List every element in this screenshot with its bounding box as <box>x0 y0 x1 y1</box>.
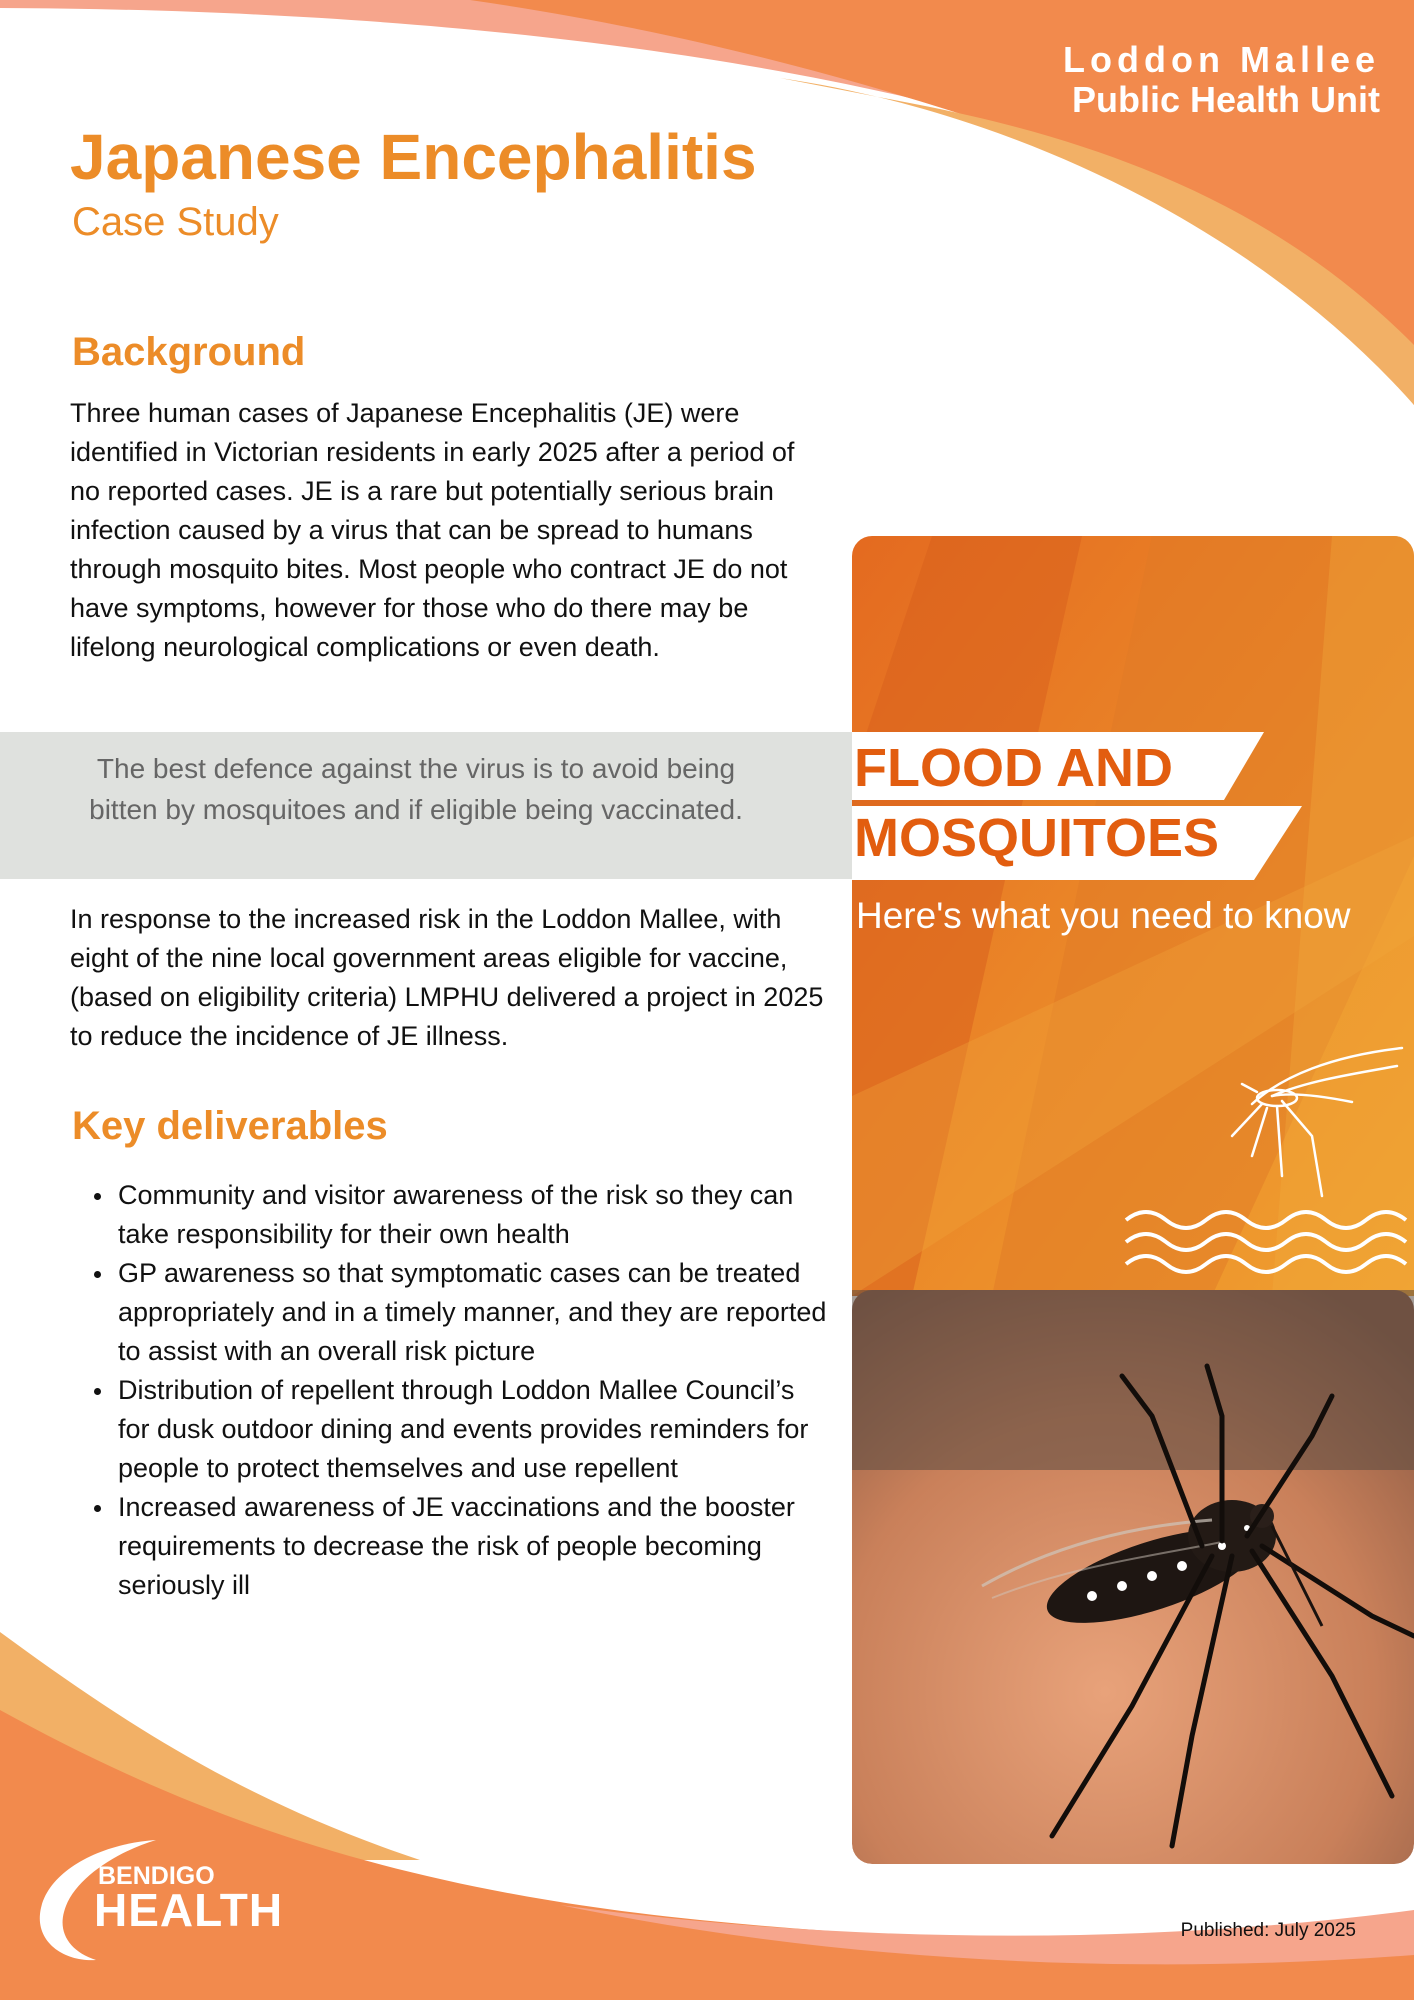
response-paragraph: In response to the increased risk in the Loddon Mallee, with eight of the nine local government areas eligible for vaccine, (based on eligibility criteria) LMPHU delivered a project in 2025 to reduce the incidence of JE illness. <box>70 904 824 1051</box>
poster-subtitle: Here's what you need to know <box>856 895 1351 936</box>
poster-artwork <box>852 536 1414 1864</box>
list-item-text: Distribution of repellent through Loddon Mallee Council’s for dusk outdoor dining and events provides reminders for people to protect themselves and use repellent <box>118 1375 809 1483</box>
list-item-text: GP awareness so that symptomatic cases can be treated appropriately and in a timely manner, and they are reported to assist with an overall risk picture <box>118 1258 827 1366</box>
list-item-text: Community and visitor awareness of the risk so they can take responsibility for their own health <box>118 1180 794 1249</box>
bullet-icon <box>94 1193 101 1200</box>
list-item <box>70 1254 830 1371</box>
callout-text: The best defence against the virus is to avoid being bitten by mosquitoes and if eligible being vaccinated. <box>89 753 743 825</box>
bullet-icon <box>94 1505 101 1512</box>
page-subtitle: Case Study <box>72 200 279 244</box>
flood-mosquitoes-poster <box>852 536 1414 1864</box>
background-heading: Background <box>72 330 306 374</box>
list-item <box>70 1176 830 1254</box>
poster-heading-line1: FLOOD AND <box>854 738 1173 798</box>
background-paragraph: Three human cases of Japanese Encephalitis (JE) were identified in Victorian residents in early 2025 after a period of no reported cases. JE is a rare but potentially serious brain infection caused by a virus that can be spread to humans through mosquito bites. Most people who contract JE do not have symptoms, however for those who do there may be lifelong neurological complications or even death. <box>70 398 795 662</box>
bullet-icon <box>94 1271 101 1278</box>
published-date: Published: July 2025 <box>1180 1920 1356 1941</box>
org-name-line1: Loddon Mallee <box>1063 39 1380 80</box>
list-item-text: Increased awareness of JE vaccinations and the booster requirements to decrease the risk of people becoming seriously ill <box>118 1492 795 1600</box>
list-item <box>70 1488 830 1605</box>
organization-name <box>1063 40 1380 120</box>
logo-text-line1: BENDIGO <box>98 1862 215 1890</box>
poster-heading-line2: MOSQUITOES <box>854 808 1220 868</box>
page-title: Japanese Encephalitis <box>70 121 757 193</box>
list-item <box>70 1371 830 1488</box>
org-name-line2: Public Health Unit <box>1071 79 1380 120</box>
deliverables-heading: Key deliverables <box>72 1104 388 1148</box>
bullet-icon <box>94 1388 101 1395</box>
mosquito-photo <box>852 1290 1414 1864</box>
logo-text-line2: HEALTH <box>94 1884 284 1936</box>
deliverables-list <box>70 1176 830 1605</box>
